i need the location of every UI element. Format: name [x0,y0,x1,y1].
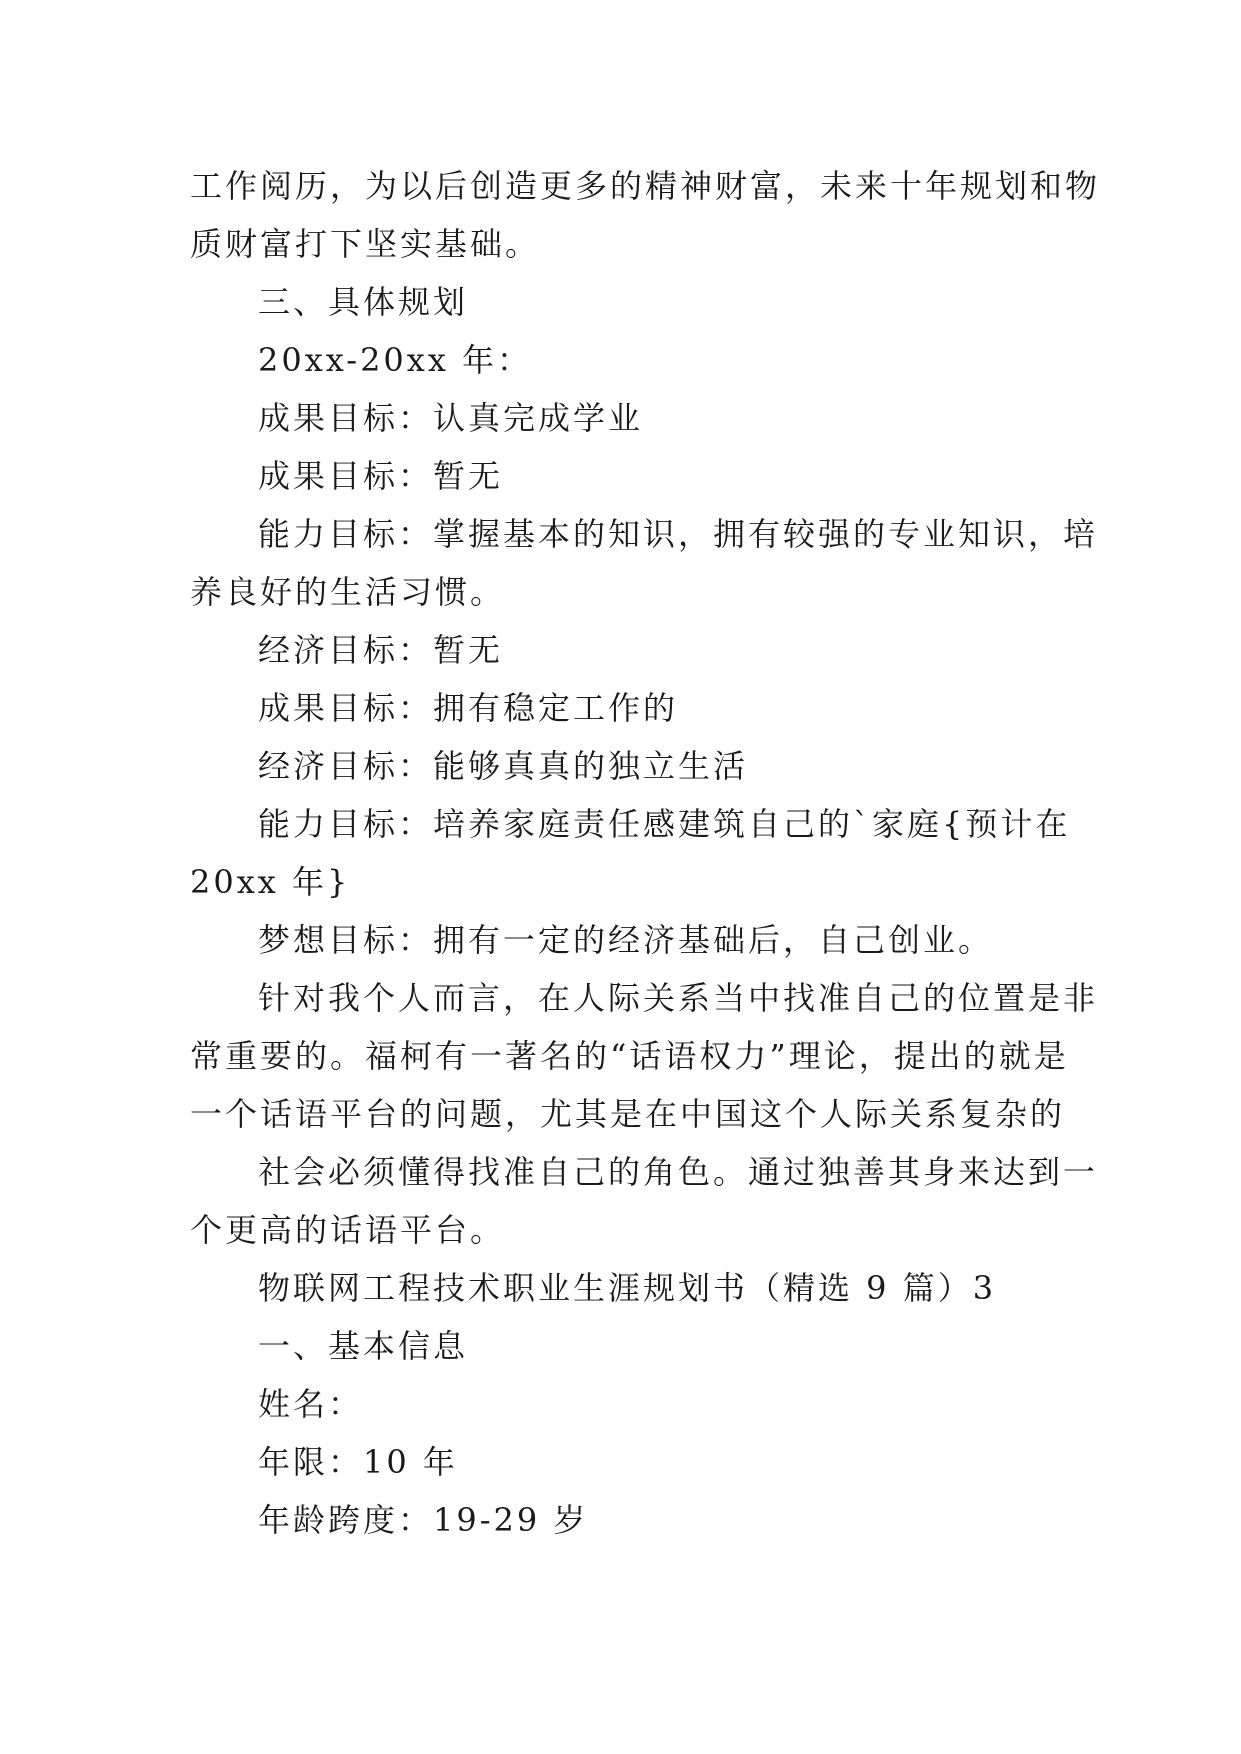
paragraph-line: 养良好的生活习惯。 [190,573,506,611]
paragraph-line: 针对我个人而言，在人际关系当中找准自己的位置是非 [258,979,1099,1017]
paragraph-line: 质财富打下坚实基础。 [190,225,541,263]
paragraph-line: 成果目标：暂无 [258,457,504,495]
paragraph-line: 成果目标：认真完成学业 [258,399,644,437]
paragraph-line: 20xx 年} [190,863,351,901]
field-name: 姓名： [258,1385,364,1423]
document-title: 物联网工程技术职业生涯规划书（精选 9 篇）3 [258,1269,997,1307]
paragraph-line: 社会必须懂得找准自己的角色。通过独善其身来达到一 [258,1153,1099,1191]
field-years: 年限：10 年 [258,1443,458,1481]
paragraph-line: 20xx-20xx 年： [258,341,533,379]
field-age-range: 年龄跨度：19-29 岁 [258,1501,589,1539]
paragraph-line: 经济目标：能够真真的独立生活 [258,747,749,785]
paragraph-line: 能力目标：培养家庭责任感建筑自己的`家庭{预计在 [258,805,1071,843]
paragraph-line: 经济目标：暂无 [258,631,504,669]
paragraph-line: 成果目标：拥有稳定工作的 [258,689,679,727]
paragraph-line: 一个话语平台的问题，尤其是在中国这个人际关系复杂的 [190,1095,1066,1133]
paragraph-line: 梦想目标：拥有一定的经济基础后，自己创业。 [258,921,994,959]
paragraph-line: 常重要的。福柯有一著名的“话语权力”理论，提出的就是 [190,1037,1069,1075]
paragraph-line: 工作阅历，为以后创造更多的精神财富，未来十年规划和物 [190,167,1101,205]
section-heading: 三、具体规划 [258,283,469,321]
paragraph-line: 个更高的话语平台。 [190,1211,506,1249]
paragraph-line: 能力目标：掌握基本的知识，拥有较强的专业知识，培 [258,515,1099,553]
section-heading: 一、基本信息 [258,1327,469,1365]
